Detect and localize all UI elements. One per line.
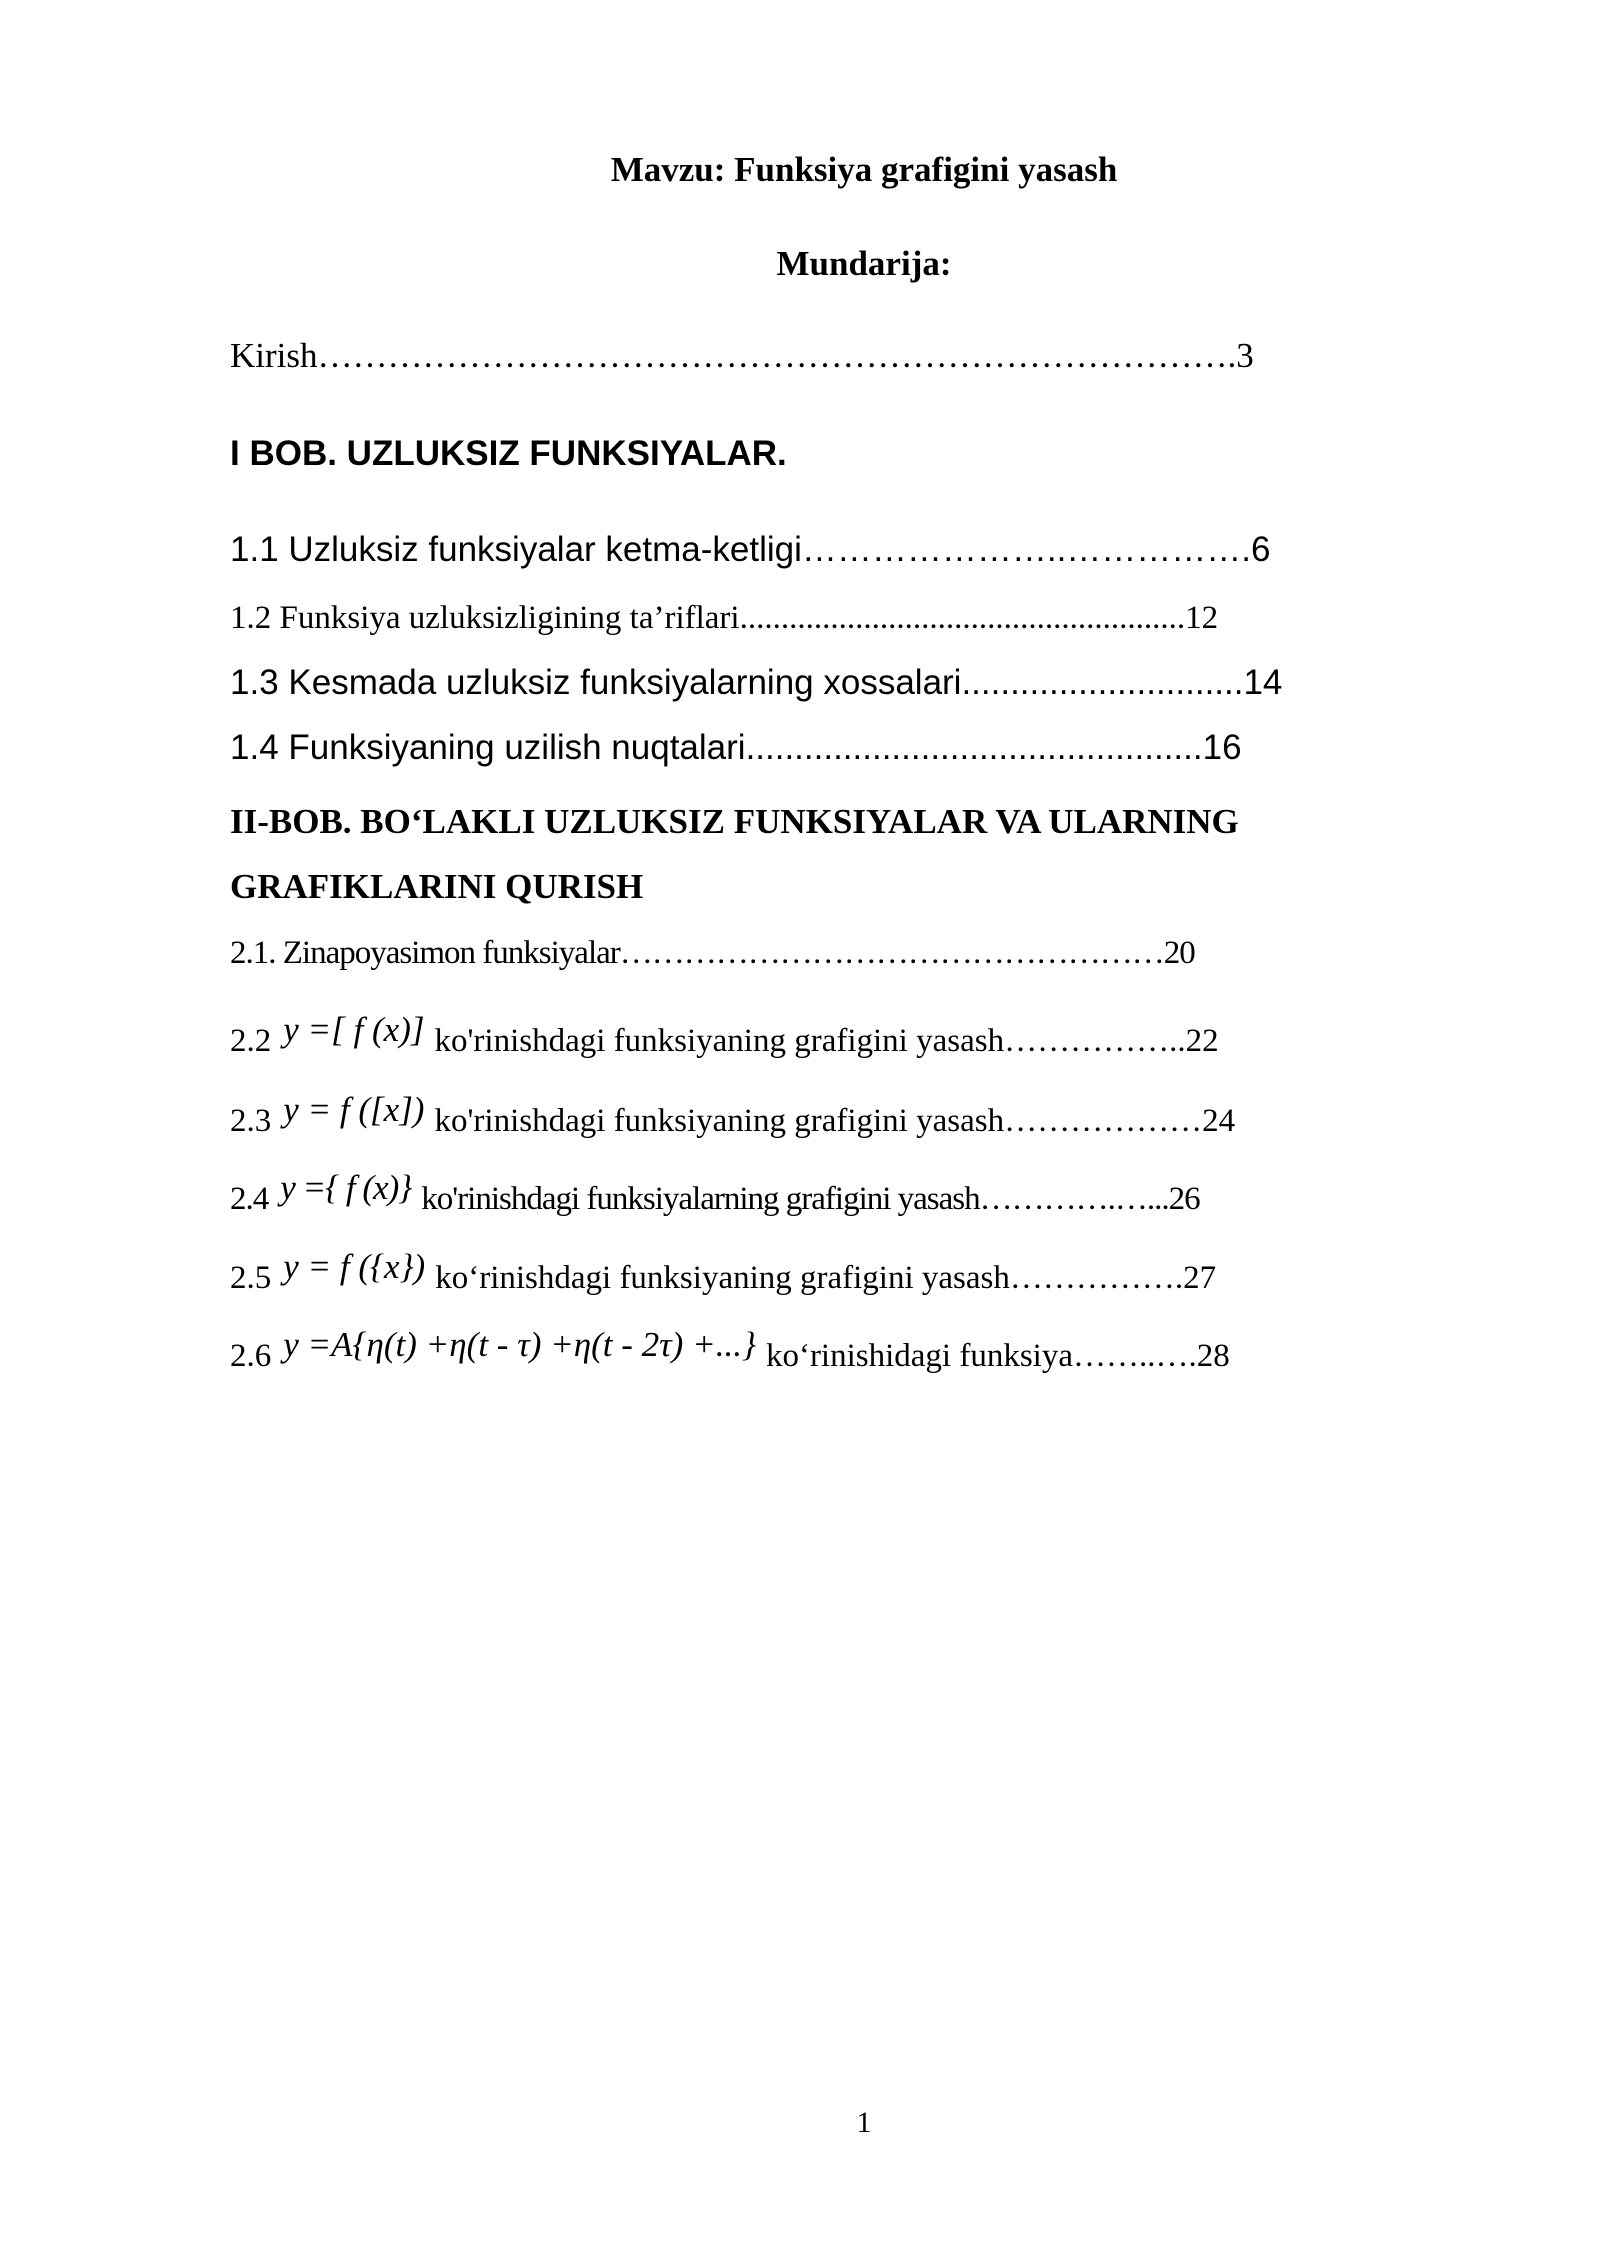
toc-entry-1-4: 1.4 Funksiyaning uzilish nuqtalari...............................................16: [230, 728, 1242, 767]
toc-entry-2-3: [230, 1090, 1235, 1140]
formula: y = f ([x]): [283, 1090, 425, 1129]
toc-entry-2-5: [230, 1247, 1216, 1297]
toc-entry-2-6: [230, 1325, 1230, 1375]
toc-entry-text: ko‘rinishdagi funksiyaning grafigini yasash…………….27: [435, 1260, 1217, 1296]
toc-entry-number: 2.2: [230, 1023, 272, 1059]
toc-entry-2-1: 2.1. Zinapoyasimon funksiyalar……………………………………………20: [230, 935, 1195, 971]
formula: y = f ({x}): [283, 1247, 426, 1286]
toc-entry-number: 2.3: [230, 1103, 272, 1139]
formula: y =A{η(t) +η(t - τ) +η(t - 2τ) +...}: [283, 1325, 756, 1364]
toc-entry-number: 2.6: [230, 1338, 272, 1374]
toc-chapter-2-line-1: II-BOB. BO‘LAKLI UZLUKSIZ FUNKSIYALAR VA ULARNING: [230, 802, 1239, 841]
document-title: Mavzu: Funksiya grafigini yasash: [610, 150, 1118, 189]
formula: y ={ f (x)}: [280, 1168, 412, 1207]
toc-entry-1-3: 1.3 Kesmada uzluksiz funksiyalarning xossalari.............................14: [230, 663, 1283, 702]
toc-entry-number: 2.5: [230, 1260, 272, 1296]
toc-entry-text: ko‘rinishidagi funksiya……..….28: [765, 1338, 1230, 1374]
page-number: 1: [856, 2106, 872, 2139]
toc-entry-1-1: 1.1 Uzluksiz funksiyalar ketma-ketligi…………………..…………….6: [230, 530, 1271, 569]
toc-chapter-1: I BOB. UZLUKSIZ FUNKSIYALAR.: [230, 434, 787, 473]
toc-entry-text: ko'rinishdagi funksiyaning grafigini yasash……………..22: [434, 1023, 1219, 1059]
toc-entry-text: ko'rinishdagi funksiyalarning grafigini yasash………….…...26: [421, 1181, 1200, 1217]
toc-entry-2-2: [230, 1010, 1219, 1060]
toc-chapter-2-line-2: GRAFIKLARINI QURISH: [230, 867, 644, 906]
toc-entry-intro: Kirish…………………………………………………………………….3: [230, 336, 1254, 375]
toc-entry-text: ko'rinishdagi funksiyaning grafigini yasash………………24: [434, 1103, 1236, 1139]
toc-entry-2-4: [230, 1168, 1200, 1218]
toc-entry-number: 2.4: [230, 1181, 269, 1217]
toc-heading: Mundarija:: [776, 244, 952, 283]
formula: y =[ f (x)]: [283, 1010, 425, 1049]
toc-entry-1-2: 1.2 Funksiya uzluksizligining ta’riflari......................................................12: [230, 600, 1219, 636]
